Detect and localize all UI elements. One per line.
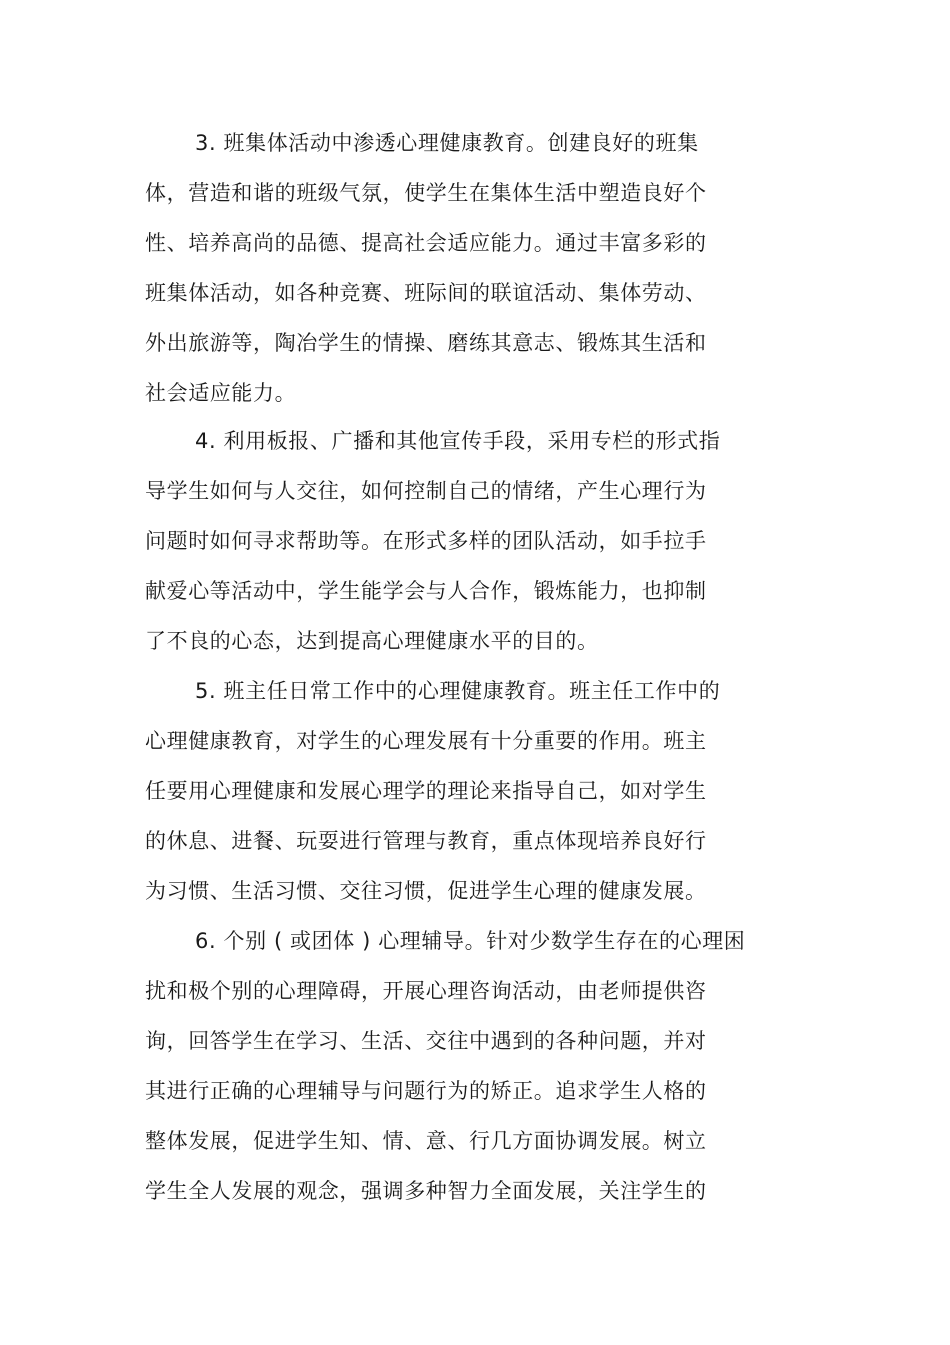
text-line: 为习惯、生活习惯、交往习惯，促进学生心理的健康发展。	[145, 879, 707, 903]
text-line: 心理健康教育，对学生的心理发展有十分重要的作用。班主	[145, 729, 707, 753]
text-line: 问题时如何寻求帮助等。在形式多样的团队活动，如手拉手	[145, 529, 707, 553]
text-line: 3. 班集体活动中渗透心理健康教育。创建良好的班集	[195, 131, 699, 155]
text-line: 导学生如何与人交往，如何控制自己的情绪，产生心理行为	[145, 479, 707, 503]
text-line: 性、培养高尚的品德、提高社会适应能力。通过丰富多彩的	[145, 231, 707, 255]
text-line: 学生全人发展的观念，强调多种智力全面发展，关注学生的	[145, 1179, 707, 1203]
paragraph-5	[145, 666, 770, 916]
paragraph-6	[145, 916, 770, 1216]
text-line: 4. 利用板报、广播和其他宣传手段，采用专栏的形式指	[195, 429, 721, 453]
text-line: 任要用心理健康和发展心理学的理论来指导自己，如对学生	[145, 779, 707, 803]
text-line: 了不良的心态，达到提高心理健康水平的目的。	[145, 629, 599, 653]
text-line: 的休息、进餐、玩耍进行管理与教育，重点体现培养良好行	[145, 829, 707, 853]
text-line: 询，回答学生在学习、生活、交往中遇到的各种问题，并对	[145, 1029, 707, 1053]
text-line: 班集体活动，如各种竞赛、班际间的联谊活动、集体劳动、	[145, 281, 707, 305]
paragraph-3	[145, 118, 770, 418]
text-line: 体，营造和谐的班级气氛，使学生在集体生活中塑造良好个	[145, 181, 707, 205]
text-line: 外出旅游等，陶冶学生的情操、磨练其意志、锻炼其生活和	[145, 331, 707, 355]
text-line: 5. 班主任日常工作中的心理健康教育。班主任工作中的	[195, 679, 721, 703]
text-line: 扰和极个别的心理障碍，开展心理咨询活动，由老师提供咨	[145, 979, 707, 1003]
paragraph-4	[145, 416, 770, 666]
text-line: 其进行正确的心理辅导与问题行为的矫正。追求学生人格的	[145, 1079, 707, 1103]
text-line: 整体发展，促进学生知、情、意、行几方面协调发展。树立	[145, 1129, 707, 1153]
text-line: 6. 个别 ( 或团体 ) 心理辅导。针对少数学生存在的心理困	[195, 929, 746, 953]
text-line: 献爱心等活动中，学生能学会与人合作，锻炼能力，也抑制	[145, 579, 707, 603]
text-line: 社会适应能力。	[145, 381, 297, 405]
